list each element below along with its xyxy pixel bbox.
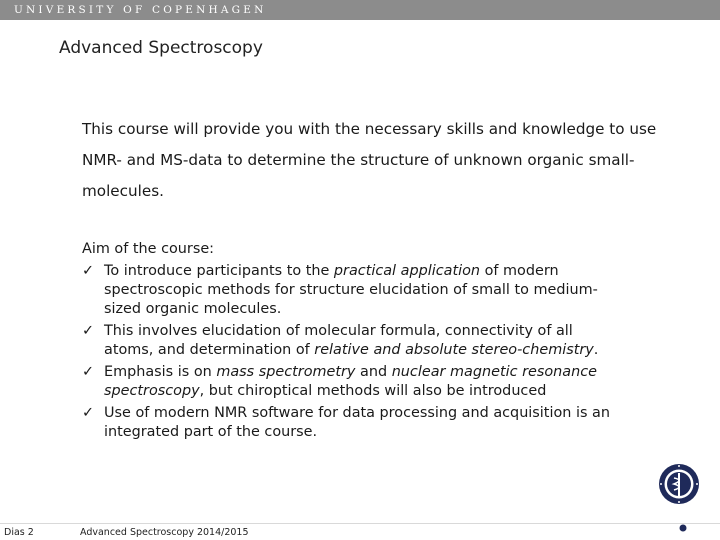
aim-bullet-item bbox=[82, 322, 622, 360]
checkmark-icon: ✓ bbox=[82, 364, 95, 380]
bullet-text: of modern spectroscopic methods for structure elucidation of small to medium-sized organic molecules. bbox=[104, 263, 598, 317]
aim-bullet-item bbox=[82, 262, 622, 319]
footer-course-label: Advanced Spectroscopy 2014/2015 bbox=[80, 527, 249, 538]
course-intro: This course will provide you with the necessary skills and knowledge to use NMR- and MS-data to determine the structure of unknown organic small-molecules. bbox=[82, 120, 657, 200]
bullet-text: This involves elucidation of molecular formula, connectivity of all atoms, and determination of bbox=[104, 323, 573, 358]
university-name: UNIVERSITY OF COPENHAGEN bbox=[14, 4, 267, 16]
slide-title: Advanced Spectroscopy bbox=[59, 38, 263, 58]
bullet-text: , but chiroptical methods will also be introduced bbox=[199, 383, 547, 399]
bullet-emphasis-text: practical application bbox=[333, 263, 481, 279]
bullet-text: To introduce participants to the bbox=[104, 263, 334, 279]
bullet-emphasis-text: nuclear magnetic resonance spectroscopy bbox=[104, 364, 597, 399]
bullet-text: . bbox=[593, 342, 599, 358]
header-bar bbox=[0, 0, 720, 20]
bullet-emphasis-text: relative and absolute stereo-chemistry bbox=[314, 342, 594, 358]
university-seal-logo bbox=[654, 462, 704, 532]
aim-heading: Aim of the course: bbox=[82, 241, 215, 257]
checkmark-icon: ✓ bbox=[82, 263, 95, 279]
aim-bullet-list bbox=[82, 262, 622, 442]
footer-divider bbox=[0, 523, 720, 524]
aim-bullet-item bbox=[82, 363, 622, 401]
checkmark-icon: ✓ bbox=[82, 405, 95, 421]
aim-section bbox=[82, 240, 622, 445]
slide-number-label: Dias 2 bbox=[4, 527, 34, 538]
bullet-emphasis-text: mass spectrometry bbox=[216, 364, 356, 380]
aim-bullet-item bbox=[82, 404, 622, 442]
bullet-text: Use of modern NMR software for data processing and acquisition is an integrated part of the course. bbox=[104, 405, 610, 440]
checkmark-icon: ✓ bbox=[82, 323, 95, 339]
bullet-text: and bbox=[355, 364, 392, 380]
bullet-text: Emphasis is on bbox=[104, 364, 217, 380]
